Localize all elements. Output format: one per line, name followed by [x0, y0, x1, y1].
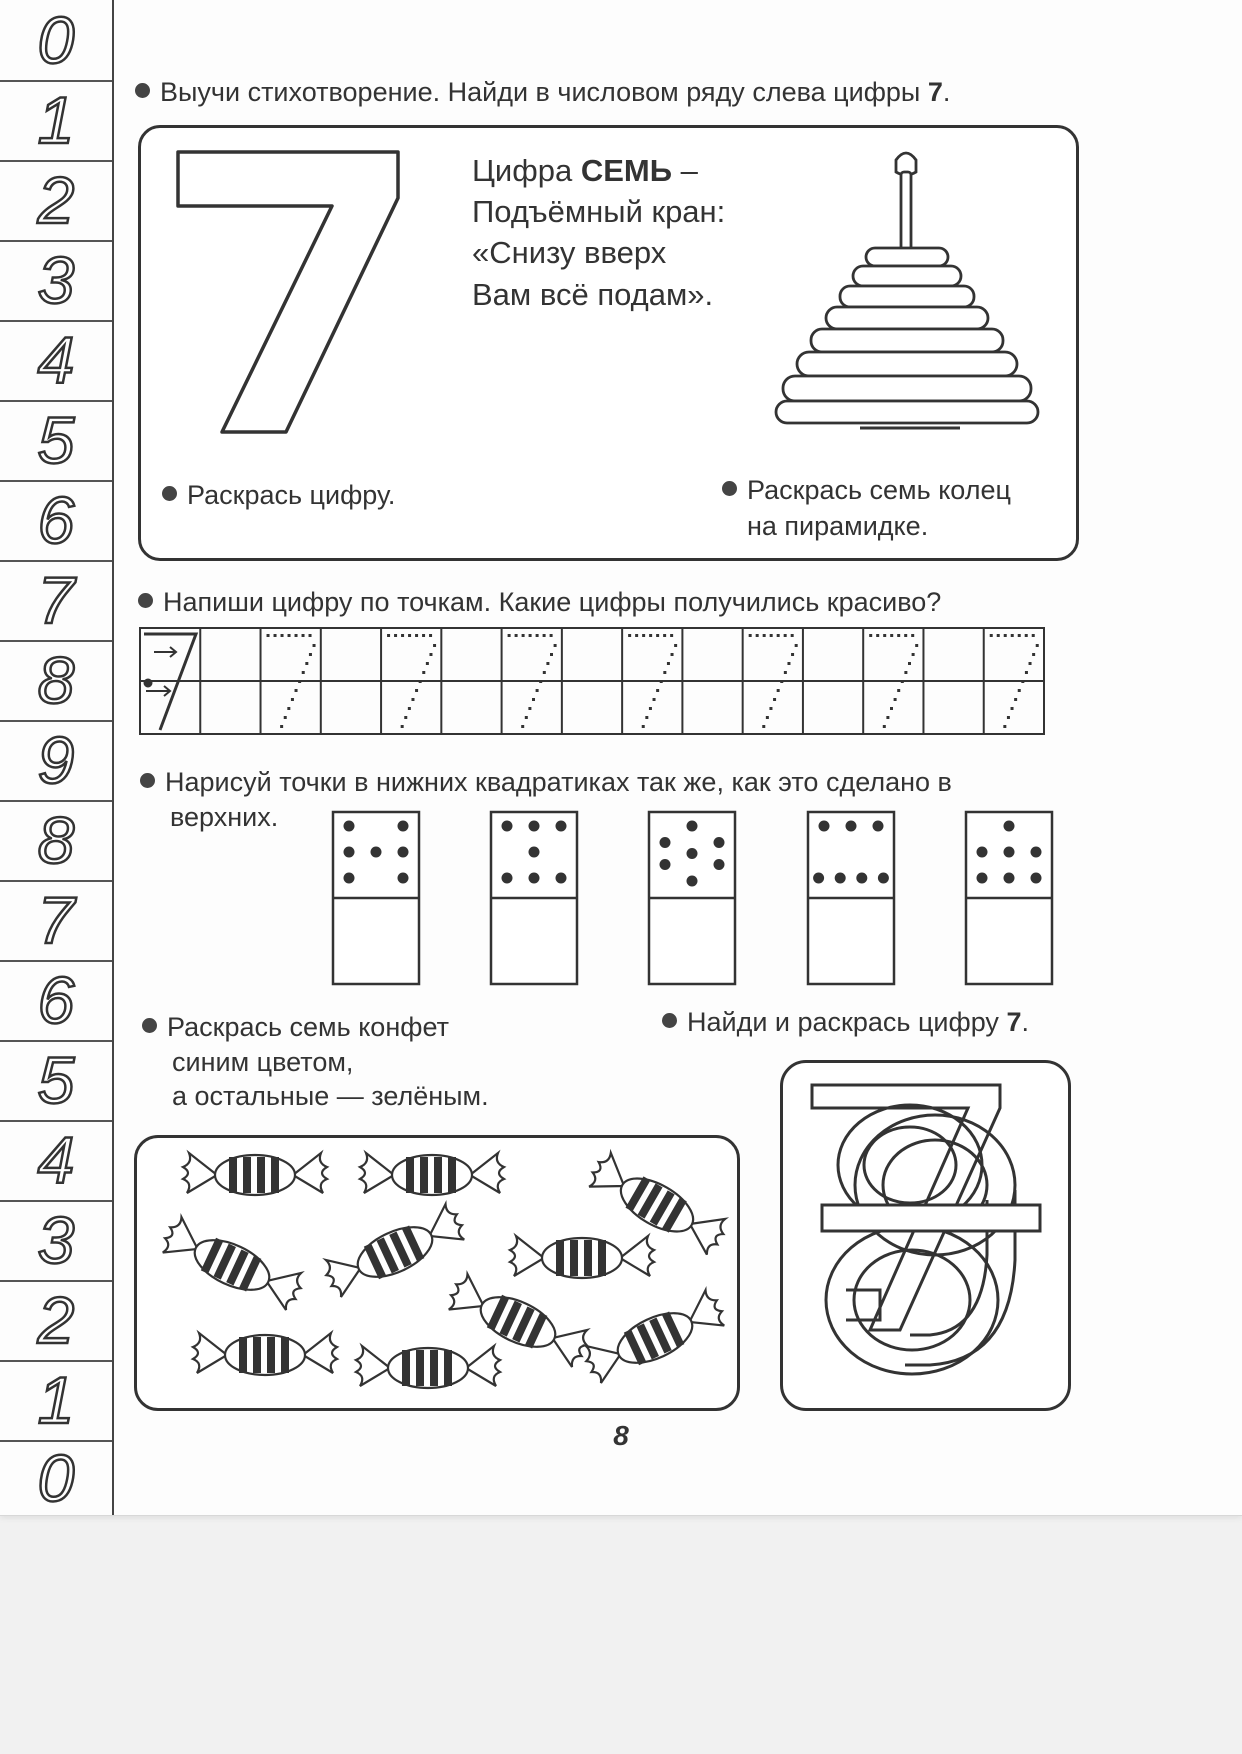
- strip-digit: 7: [0, 560, 112, 642]
- strip-digit: 4: [0, 1120, 112, 1202]
- strip-digit: 8: [0, 800, 112, 882]
- poem-line: –: [672, 153, 698, 188]
- strip-digit: 7: [0, 880, 112, 962]
- strip-digit: 4: [0, 320, 112, 402]
- task-text: Раскрась семь колец: [747, 475, 1011, 505]
- task-text: Найди и раскрась цифру: [687, 1007, 1007, 1037]
- strip-digit: 0: [0, 0, 112, 82]
- strip-digit: 5: [0, 400, 112, 482]
- task-end: .: [1021, 1007, 1029, 1037]
- strip-digit: 3: [0, 240, 112, 322]
- task-text: синим цветом,: [172, 1046, 354, 1077]
- strip-digit: 5: [0, 1040, 112, 1122]
- poem-line: Цифра: [472, 153, 581, 188]
- task-bold-digit: 7: [1006, 1007, 1022, 1037]
- task-bold-digit: 7: [927, 77, 943, 107]
- task-text: на пирамидке.: [747, 511, 929, 542]
- poem-line: Вам всё подам».: [472, 276, 714, 312]
- strip-digit: 3: [0, 1200, 112, 1282]
- task-text: Выучи стихотворение. Найди в числовом ряду слева цифры: [160, 77, 928, 107]
- page-number: 8: [613, 1420, 629, 1451]
- strip-digit: 6: [0, 960, 112, 1042]
- task-text: Раскрась цифру.: [187, 480, 396, 510]
- strip-digit: 6: [0, 480, 112, 562]
- poem-bold-word: СЕМЬ: [580, 153, 673, 188]
- poem-line: Подъёмный кран:: [472, 194, 726, 230]
- task-text: а остальные — зелёным.: [172, 1081, 489, 1112]
- strip-digit: 2: [0, 160, 112, 242]
- strip-digit: 9: [0, 720, 112, 802]
- task-text: верхних.: [170, 801, 279, 832]
- task-text: Нарисуй точки в нижних квадратиках так же, как это сделано в: [165, 767, 952, 797]
- task-text: Раскрась семь конфет: [167, 1012, 449, 1042]
- task-text: Напиши цифру по точкам. Какие цифры получились красиво?: [163, 587, 942, 617]
- strip-digit: 1: [0, 80, 112, 162]
- strip-digit: 2: [0, 1280, 112, 1362]
- poem-line: «Снизу вверх: [472, 235, 667, 271]
- task-end: .: [942, 77, 951, 107]
- strip-digit: 8: [0, 640, 112, 722]
- strip-digit: 0: [37, 1440, 75, 1515]
- strip-digit: 1: [0, 1360, 112, 1442]
